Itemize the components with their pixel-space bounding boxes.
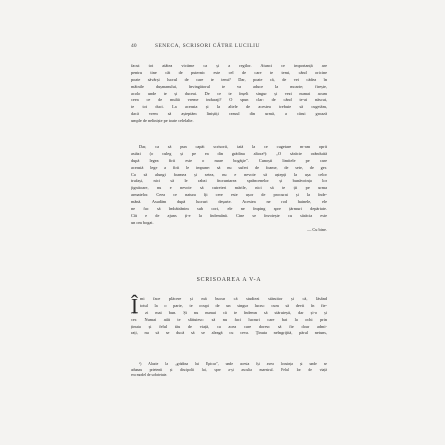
text-line: armatelor. Ceea ce natura îți cere este ușor de procurat și la înde-: [131, 192, 327, 198]
sign-off: — Cu bine.: [307, 226, 327, 232]
text-line: dacă vrem să așteptăm liniștiți ceasul din urmă, a cărui groază: [131, 111, 327, 117]
text-line: astăzi (o culeg și pe ea din grădina altora¹): „O sărăcie orânduită: [131, 150, 327, 156]
page-number: 40: [131, 43, 137, 49]
text-line: mi face plăcere și mă bucur că studiezi stăruitor și că, lăsând: [140, 296, 327, 301]
text-line: totul la o parte, te ocupi de un singur lucru: cum să devii în fie-: [140, 302, 327, 308]
text-line: Ca să alungi foamea și setea, nu e nevoie să aștepți la ușa celor: [131, 171, 327, 177]
text-line: umple de neliniște pe toate celelalte.: [131, 118, 194, 124]
text-line: trufași, nici să le rabzi încruntarea sprâncenelor și bunăvoința lor: [131, 178, 327, 184]
text-line: rați, nu să se ducă să se aleagă cu ceva. Ţinuta neîngrijită, părul netuns,: [131, 330, 327, 336]
text-line: care zi mai bun. Și nu numai că te îndemn să stăruiești, dar și-o și: [131, 309, 327, 315]
footnote: [131, 362, 327, 379]
text-line: acolo unde te și duceai. De ce te înșeli singur și vezi numai acum: [131, 90, 327, 96]
text-line: mână. Asudăm după lucruri deșarte. Acestea ne rod hainele, ele: [131, 199, 327, 205]
chapter-title: SCRISOAREA A V-A: [196, 277, 262, 283]
text-line: un om bogat.: [131, 219, 154, 225]
text-line: ținuta și felul tău de viață, ca acea care doresc să fie doar admi-: [131, 323, 327, 329]
footnote-line: ¹) Aluzie la „grădina lui Epicur", unde acesta își avea locuința și unde se: [139, 362, 327, 366]
text-line: Dar, ca să pun capăt scrisorii, iată la ce cugetare m-am oprit: [139, 144, 327, 149]
paragraph-1: [131, 63, 327, 125]
text-line: Cât e de ajuns ți-e la îndemână. Cine se învoiește cu sărăcia este: [131, 212, 327, 218]
text-line: ne fac să îmbătrânim sub cort, ele ne împing spre țărmuri depărtate.: [131, 206, 327, 212]
text-line: te tot duci. La aceasta și la altele de acestea trebuie să cugetăm,: [131, 104, 327, 110]
paragraph-2: [131, 144, 327, 234]
text-line: poate săvârși lucrul de care te temi? Dar, poate că, de vei cădea în: [131, 76, 327, 82]
text-line: această lege a firii le impune: să nu suferi de foame, de sete, de ger.: [131, 164, 327, 170]
footnote-line: adunau prietenii și discipolii lui, spre a-și asculta maestrul. Felul lor de viață: [131, 367, 327, 372]
drop-cap: Î: [131, 294, 138, 318]
text-line: ceea ce de multă vreme induraţi? O spun clar: de când te-ai născut,: [131, 97, 327, 103]
text-line: facut tot atâtea victime ca și a regilor. Atunci ce importanță are: [131, 63, 327, 68]
text-line: pentru tine cât de puternic este cel de care te temi, când oricine: [131, 69, 327, 75]
text-line: jignitoare, nu e nevoie să cutreieri mările, nici să te ții pe urma: [131, 185, 327, 191]
footnote-line: era model de sobrietate.: [131, 373, 168, 378]
text-line: cer. Numai atât te sfătuiesc: să nu faci lucruri care bat la ochi prin: [131, 316, 327, 322]
text-line: după legea firii este o mare bogăţie". Cunoști limitele pe care: [131, 157, 327, 163]
paragraph-3: [131, 296, 327, 337]
text-line: mâinile dușmanului, învingătorul te va aduce la moarte; firește,: [131, 83, 327, 89]
running-head-title: SENECA, SCRISORI CĂTRE LUCILIU: [155, 43, 260, 49]
